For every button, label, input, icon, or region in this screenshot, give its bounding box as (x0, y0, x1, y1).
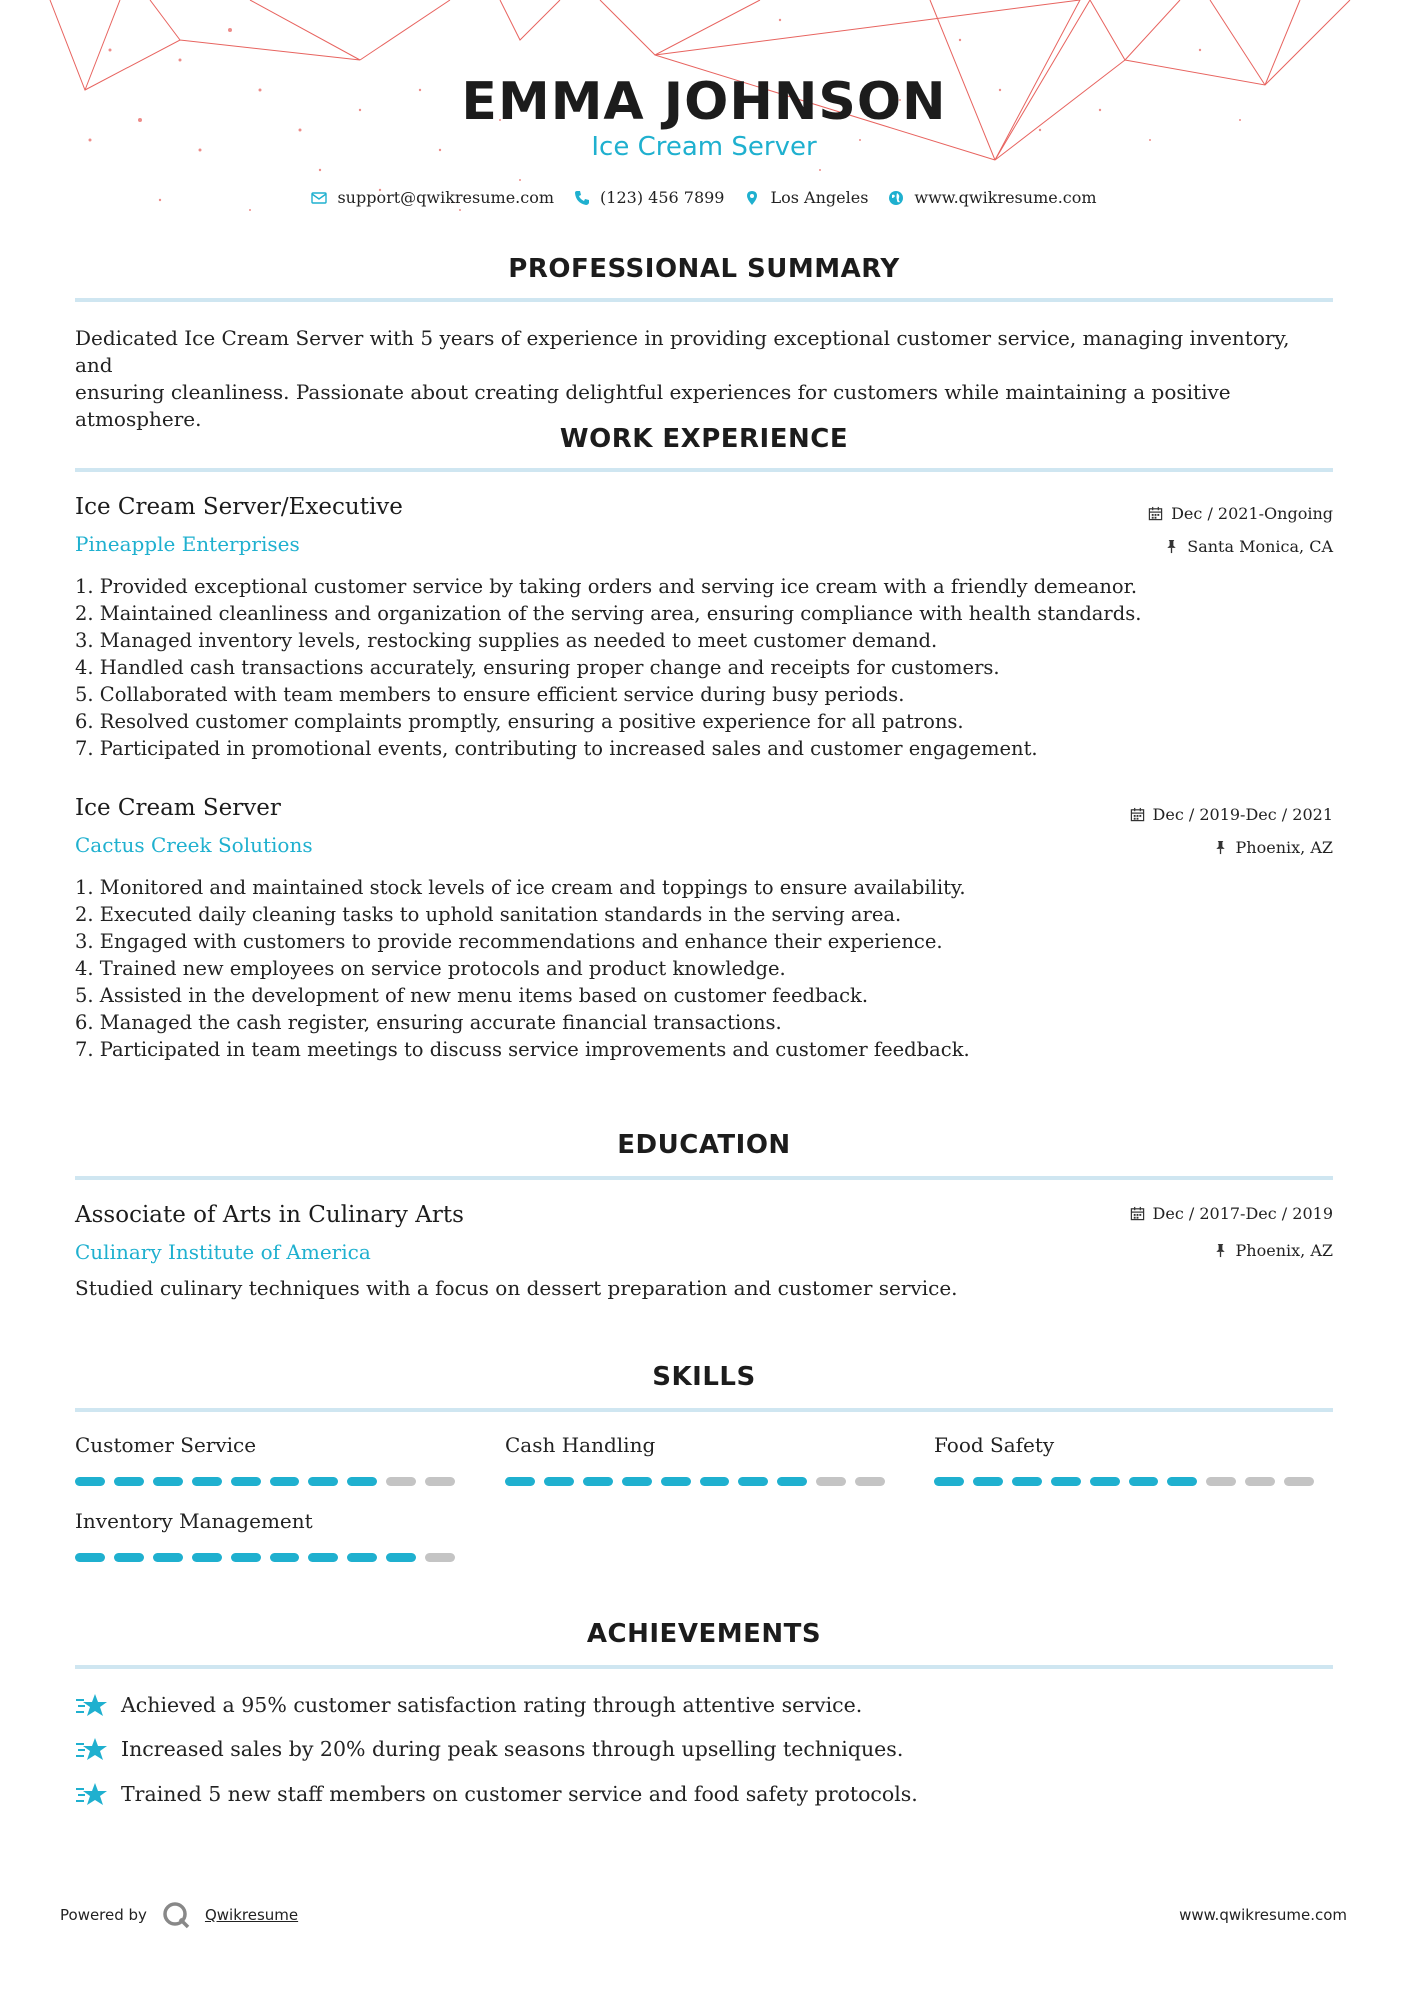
contact-email[interactable] (311, 188, 554, 207)
job-date-text: Dec / 2021-Ongoing (1171, 504, 1333, 523)
skill-level-dot (544, 1477, 574, 1486)
skill-meter (75, 1553, 455, 1562)
contact-phone[interactable] (574, 188, 724, 207)
shooting-star-icon (75, 1734, 109, 1764)
education-location (1213, 1241, 1333, 1260)
list-item: 7. Participated in team meetings to discuss service improvements and customer feedback. (75, 1038, 970, 1061)
skill-level-dot (777, 1477, 807, 1486)
contact-website[interactable] (888, 188, 1096, 207)
skill-level-dot (1051, 1477, 1081, 1486)
education-heading: EDUCATION (617, 1130, 791, 1160)
summary-divider (75, 298, 1333, 302)
skill-level-dot (855, 1477, 885, 1486)
skill-level-dot (386, 1553, 416, 1562)
list-item: 1. Monitored and maintained stock levels of ice cream and toppings to ensure availability. (75, 876, 966, 899)
education-divider (75, 1176, 1333, 1180)
skill-level-dot (192, 1553, 222, 1562)
skill-level-dot (1206, 1477, 1236, 1486)
education-school: Culinary Institute of America (75, 1240, 371, 1264)
education-date-text: Dec / 2017-Dec / 2019 (1152, 1204, 1333, 1223)
contact-bar (75, 188, 1333, 207)
achievement-item (75, 1734, 903, 1764)
map-pin-icon (744, 190, 760, 206)
shooting-star-icon (75, 1779, 109, 1809)
skill-level-dot (231, 1553, 261, 1562)
brand-link[interactable]: Qwikresume (204, 1906, 299, 1924)
job-location-text: Santa Monica, CA (1187, 537, 1333, 556)
list-item: 1. Provided exceptional customer service by taking orders and serving ice cream with a friendly demeanor. (75, 575, 1138, 598)
job-date (1148, 504, 1333, 523)
powered-by-label: Powered by (60, 1906, 147, 1924)
skill-level-dot (934, 1477, 964, 1486)
job-title: Ice Cream Server/Executive (75, 494, 403, 520)
mail-icon (311, 190, 327, 206)
calendar-icon (1130, 1206, 1145, 1221)
summary-line: Dedicated Ice Cream Server with 5 years of experience in providing exceptional customer service, managing inventory, and (75, 326, 1290, 377)
list-item: 6. Resolved customer complaints promptly, ensuring a positive experience for all patrons. (75, 710, 964, 733)
contact-location (744, 188, 868, 207)
footer-powered-by (60, 1900, 298, 1930)
list-item: 5. Collaborated with team members to ensure efficient service during busy periods. (75, 683, 905, 706)
achievement-item (75, 1690, 862, 1720)
list-item: 3. Managed inventory levels, restocking supplies as needed to meet customer demand. (75, 629, 938, 652)
job-date (1130, 805, 1333, 824)
skill-name: Inventory Management (75, 1509, 313, 1533)
summary-line: ensuring cleanliness. Passionate about creating delightful experiences for customers while maintaining a positive atmosphere. (75, 380, 1231, 431)
skill-level-dot (231, 1477, 261, 1486)
skill-level-dot (700, 1477, 730, 1486)
skill-level-dot (114, 1553, 144, 1562)
skill-level-dot (308, 1553, 338, 1562)
skill-level-dot (661, 1477, 691, 1486)
skill-level-dot (114, 1477, 144, 1486)
skill-level-dot (425, 1477, 455, 1486)
skill-name: Cash Handling (505, 1433, 656, 1457)
skill-level-dot (738, 1477, 768, 1486)
skill-level-dot (973, 1477, 1003, 1486)
phone-icon (574, 190, 590, 206)
skill-level-dot (1090, 1477, 1120, 1486)
experience-divider (75, 468, 1333, 472)
job-company: Cactus Creek Solutions (75, 833, 313, 857)
skill-level-dot (505, 1477, 535, 1486)
skill-level-dot (153, 1553, 183, 1562)
education-date (1130, 1204, 1333, 1223)
candidate-role: Ice Cream Server (591, 132, 817, 162)
skill-level-dot (347, 1477, 377, 1486)
list-item: 5. Assisted in the development of new menu items based on customer feedback. (75, 984, 869, 1007)
job-date-text: Dec / 2019-Dec / 2021 (1152, 805, 1333, 824)
skill-level-dot (308, 1477, 338, 1486)
skill-meter (934, 1477, 1314, 1486)
list-item: 2. Maintained cleanliness and organization of the serving area, ensuring compliance with health standards. (75, 602, 1142, 625)
skill-item (75, 1433, 455, 1486)
candidate-name: EMMA JOHNSON (461, 72, 947, 132)
contact-location-text: Los Angeles (770, 188, 869, 207)
summary-heading: PROFESSIONAL SUMMARY (508, 254, 900, 284)
skill-level-dot (75, 1477, 105, 1486)
skill-level-dot (1129, 1477, 1159, 1486)
skill-level-dot (1167, 1477, 1197, 1486)
skill-level-dot (270, 1477, 300, 1486)
achievements-divider (75, 1665, 1333, 1669)
skill-level-dot (192, 1477, 222, 1486)
skill-item (505, 1433, 885, 1486)
skill-level-dot (270, 1553, 300, 1562)
shooting-star-icon (75, 1690, 109, 1720)
skill-level-dot (1012, 1477, 1042, 1486)
skill-level-dot (622, 1477, 652, 1486)
contact-phone-text: (123) 456 7899 (600, 188, 725, 207)
summary-text (75, 325, 1333, 433)
calendar-icon (1130, 807, 1145, 822)
skill-level-dot (1284, 1477, 1314, 1486)
skill-item (75, 1509, 455, 1562)
skill-meter (75, 1477, 455, 1486)
education-degree: Associate of Arts in Culinary Arts (75, 1202, 464, 1228)
job-responsibilities (75, 874, 1333, 1063)
job-location (1213, 838, 1333, 857)
achievement-text: Trained 5 new staff members on customer service and food safety protocols. (121, 1782, 918, 1806)
skill-level-dot (75, 1553, 105, 1562)
achievement-item (75, 1779, 918, 1809)
qwikresume-logo-icon (161, 1900, 191, 1930)
calendar-icon (1148, 506, 1163, 521)
job-company: Pineapple Enterprises (75, 532, 300, 556)
skill-level-dot (347, 1553, 377, 1562)
list-item: 2. Executed daily cleaning tasks to uphold sanitation standards in the serving area. (75, 903, 902, 926)
job-location-text: Phoenix, AZ (1235, 838, 1333, 857)
achievements-heading: ACHIEVEMENTS (586, 1619, 822, 1649)
list-item: 4. Trained new employees on service protocols and product knowledge. (75, 957, 786, 980)
contact-email-text: support@qwikresume.com (337, 188, 555, 207)
skill-level-dot (816, 1477, 846, 1486)
experience-heading: WORK EXPERIENCE (559, 424, 849, 454)
skills-divider (75, 1408, 1333, 1412)
pushpin-icon (1213, 840, 1228, 855)
skill-level-dot (583, 1477, 613, 1486)
skill-level-dot (153, 1477, 183, 1486)
job-title: Ice Cream Server (75, 795, 281, 821)
achievement-text: Achieved a 95% customer satisfaction rating through attentive service. (121, 1693, 863, 1717)
globe-icon (888, 190, 904, 206)
list-item: 3. Engaged with customers to provide recommendations and enhance their experience. (75, 930, 943, 953)
skill-level-dot (1245, 1477, 1275, 1486)
education-description: Studied culinary techniques with a focus on dessert preparation and customer service. (75, 1276, 958, 1300)
contact-website-text: www.qwikresume.com (914, 188, 1097, 207)
skill-name: Customer Service (75, 1433, 257, 1457)
job-responsibilities (75, 573, 1333, 762)
skill-level-dot (386, 1477, 416, 1486)
job-location (1164, 537, 1333, 556)
footer-url[interactable]: www.qwikresume.com (1179, 1906, 1347, 1924)
education-location-text: Phoenix, AZ (1235, 1241, 1333, 1260)
skills-heading: SKILLS (652, 1362, 756, 1392)
pushpin-icon (1213, 1243, 1228, 1258)
skill-name: Food Safety (934, 1433, 1055, 1457)
list-item: 6. Managed the cash register, ensuring accurate financial transactions. (75, 1011, 782, 1034)
list-item: 7. Participated in promotional events, contributing to increased sales and customer engagement. (75, 737, 1038, 760)
pushpin-icon (1164, 539, 1179, 554)
skill-meter (505, 1477, 885, 1486)
skill-item (934, 1433, 1314, 1486)
skill-level-dot (425, 1553, 455, 1562)
achievement-text: Increased sales by 20% during peak seasons through upselling techniques. (121, 1737, 904, 1761)
list-item: 4. Handled cash transactions accurately, ensuring proper change and receipts for customers. (75, 656, 1000, 679)
